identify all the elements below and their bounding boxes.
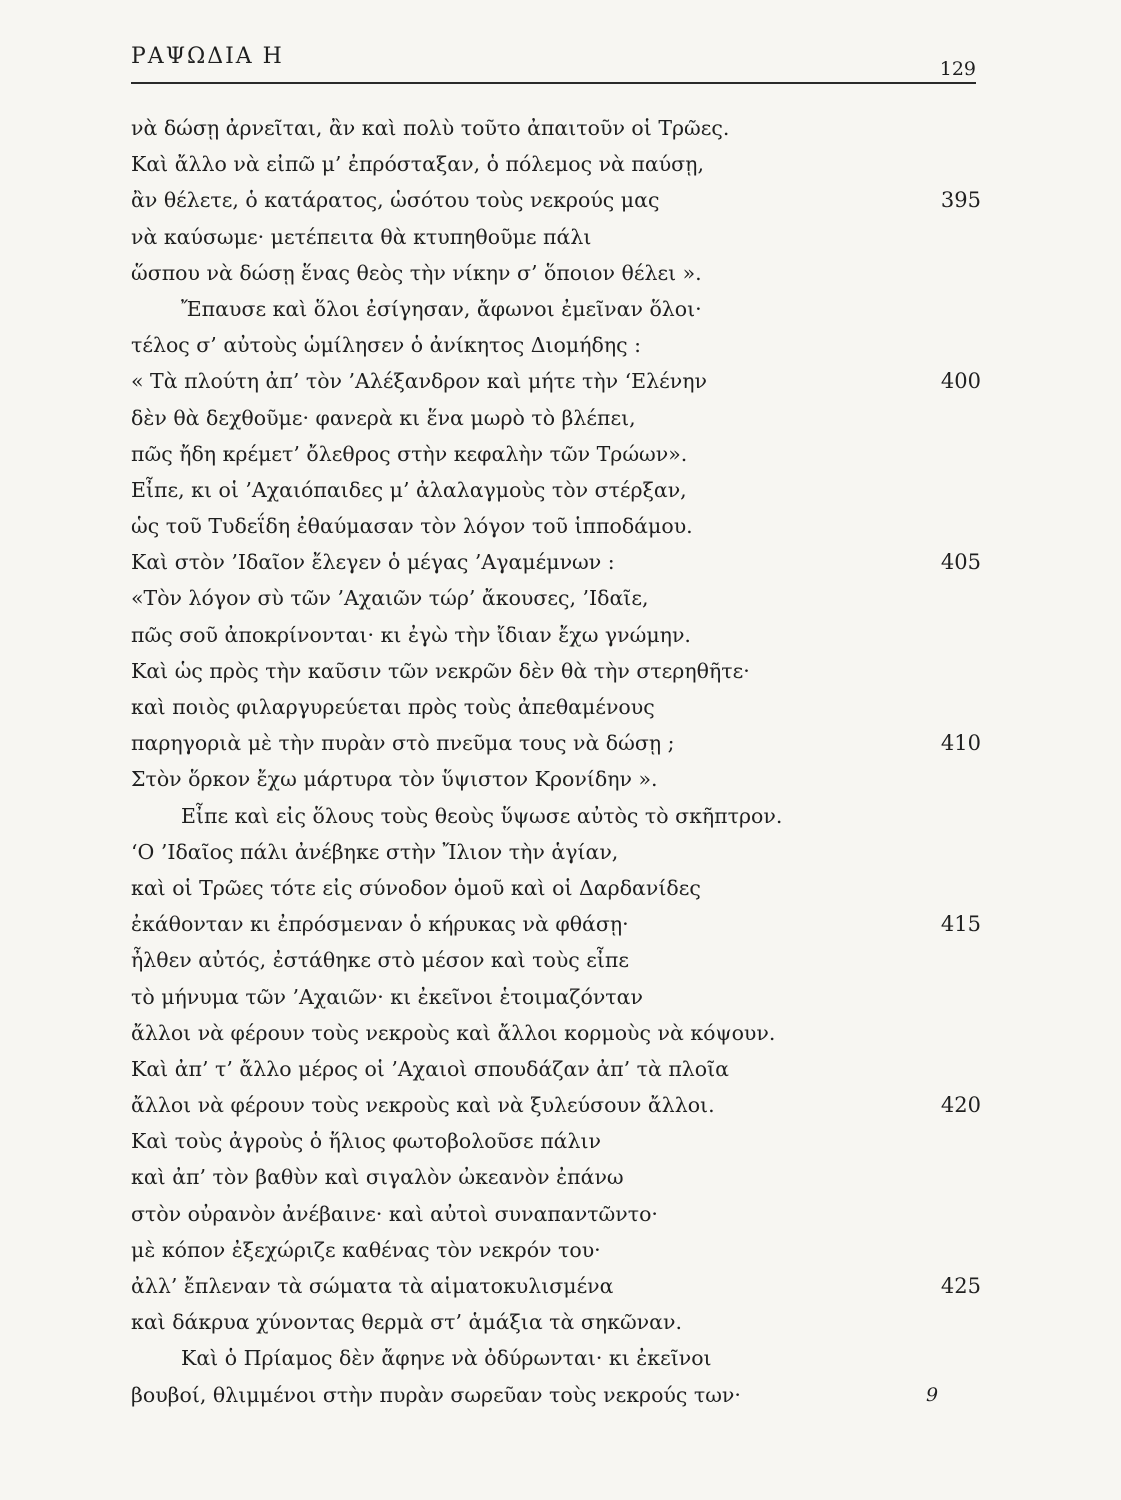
verse-line xyxy=(131,219,981,255)
verse-text: « Τὰ πλούτη ἀπ’ τὸν ’Αλέξανδρον καὶ μήτε τὴν ‘Ελένην xyxy=(131,369,707,394)
verse-line xyxy=(131,1196,981,1232)
line-number: 415 xyxy=(940,912,981,937)
verse-text: Καὶ τοὺς ἀγροὺς ὁ ἥλιος φωτοβολοῦσε πάλιν xyxy=(131,1129,601,1154)
verse-text: Καὶ στὸν ’Ιδαῖον ἔλεγεν ὁ μέγας ’Αγαμέμνων : xyxy=(131,550,615,575)
verse-line xyxy=(131,1015,981,1051)
verse-line xyxy=(131,110,981,146)
verse-block xyxy=(131,110,981,1413)
verse-text: ἀλλ’ ἔπλεναν τὰ σώματα τὰ αἱματοκυλισμένα xyxy=(131,1274,614,1298)
verse-text: νὰ καύσωμε· μετέπειτα θὰ κτυπηθοῦμε πάλι xyxy=(131,224,592,249)
verse-line xyxy=(131,1159,981,1195)
verse-line xyxy=(131,1087,981,1123)
verse-text: παρηγοριὰ μὲ τὴν πυρὰν στὸ πνεῦμα τους νὰ δώσῃ ; xyxy=(131,731,675,756)
verse-line xyxy=(131,400,981,436)
verse-text: ἂν θέλετε, ὁ κατάρατος, ὡσότου τοὺς νεκρούς μας xyxy=(131,188,660,213)
verse-line xyxy=(131,255,981,291)
verse-text: βουβοί, θλιμμένοι στὴν πυρὰν σωρεῦαν τοὺς νεκρούς των· xyxy=(131,1382,741,1407)
verse-line xyxy=(131,580,981,616)
verse-line xyxy=(131,798,981,834)
verse-line xyxy=(131,327,981,363)
verse-text: δὲν θὰ δεχθοῦμε· φανερὰ κι ἕνα μωρὸ τὸ βλέπει, xyxy=(131,405,636,430)
verse-line xyxy=(131,363,981,399)
verse-line xyxy=(131,870,981,906)
header-rule xyxy=(131,82,976,84)
verse-line xyxy=(131,725,981,761)
verse-line xyxy=(131,1051,981,1087)
verse-text: στὸν οὐρανὸν ἀνέβαινε· καὶ αὐτοὶ συναπαντῶντο· xyxy=(131,1201,658,1226)
verse-text: ‘Ο ’Ιδαῖος πάλι ἀνέβηκε στὴν Ἴλιον τὴν ἁγίαν, xyxy=(131,839,619,864)
verse-line xyxy=(131,761,981,797)
verse-text: Καὶ ὡς πρὸς τὴν καῦσιν τῶν νεκρῶν δὲν θὰ τὴν στερηθῆτε· xyxy=(131,658,750,683)
verse-line xyxy=(131,1340,981,1376)
verse-text: νὰ δώσῃ ἀρνεῖται, ἂν καὶ πολὺ τοῦτο ἀπαιτοῦν οἱ Τρῶες. xyxy=(131,116,730,140)
page-header xyxy=(131,42,976,82)
verse-text: ἐκάθονταν κι ἐπρόσμεναν ὁ κήρυκας νὰ φθάσῃ· xyxy=(131,912,629,937)
verse-text: «Τὸν λόγον σὺ τῶν ’Αχαιῶν τώρ’ ἄκουσες, ’Ιδαῖε, xyxy=(131,586,649,611)
verse-text: Εἶπε, κι οἱ ’Αχαιόπαιδες μ’ ἀλαλαγμοὺς τὸν στέρξαν, xyxy=(131,477,687,502)
verse-text: Καὶ ἄλλο νὰ εἰπῶ μ’ ἐπρόσταξαν, ὁ πόλεμος νὰ παύσῃ, xyxy=(131,152,704,177)
verse-line xyxy=(131,291,981,327)
verse-line xyxy=(131,653,981,689)
line-number: 425 xyxy=(940,1274,981,1298)
verse-line xyxy=(131,834,981,870)
line-number: 410 xyxy=(940,731,981,756)
verse-line xyxy=(131,942,981,978)
verse-text: καὶ δάκρυα χύνοντας θερμὰ στ’ ἁμάξια τὰ σηκῶναν. xyxy=(131,1310,682,1335)
verse-line xyxy=(131,1123,981,1159)
verse-text: πῶς ἤδη κρέμετ’ ὄλεθρος στὴν κεφαλὴν τῶν Τρώων». xyxy=(131,441,688,466)
verse-line xyxy=(131,1304,981,1340)
signature-mark: 9 xyxy=(926,1384,939,1406)
line-number: 395 xyxy=(940,188,981,213)
verse-line xyxy=(131,979,981,1015)
verse-text: ὡς τοῦ Τυδεΐδη ἐθαύμασαν τὸν λόγον τοῦ ἱπποδάμου. xyxy=(131,514,693,539)
verse-text: τέλος σ’ αὐτοὺς ὡμίλησεν ὁ ἀνίκητος Διομήδης : xyxy=(131,333,642,358)
verse-line xyxy=(131,1268,981,1304)
verse-text: τὸ μήνυμα τῶν ’Αχαιῶν· κι ἐκεῖνοι ἑτοιμαζόνταν xyxy=(131,984,643,1009)
verse-line xyxy=(131,906,981,942)
verse-line xyxy=(131,472,981,508)
line-number: 420 xyxy=(940,1093,981,1118)
verse-text: Στὸν ὅρκον ἔχω μάρτυρα τὸν ὕψιστον Κρονίδην ». xyxy=(131,767,658,792)
verse-line xyxy=(131,182,981,218)
verse-line xyxy=(131,1232,981,1268)
page-number: 129 xyxy=(939,58,976,80)
verse-line xyxy=(131,508,981,544)
verse-line xyxy=(131,617,981,653)
line-number: 400 xyxy=(940,369,981,394)
verse-text: Εἶπε καὶ εἰς ὅλους τοὺς θεοὺς ὕψωσε αὐτὸς τὸ σκῆπτρον. xyxy=(181,803,783,828)
verse-line xyxy=(131,436,981,472)
running-head: ΡΑΨΩΔΙΑ Η xyxy=(131,44,284,69)
verse-text: ἄλλοι νὰ φέρουν τοὺς νεκροὺς καὶ ἄλλοι κορμοὺς νὰ κόψουν. xyxy=(131,1020,776,1045)
verse-text: Καὶ ἀπ’ τ’ ἄλλο μέρος οἱ ’Αχαιοὶ σπουδάζαν ἀπ’ τὰ πλοῖα xyxy=(131,1056,730,1081)
line-number: 405 xyxy=(940,550,981,575)
verse-line xyxy=(131,544,981,580)
verse-text: ἦλθεν αὐτός, ἐστάθηκε στὸ μέσον καὶ τοὺς εἶπε xyxy=(131,948,630,973)
verse-text: πῶς σοῦ ἀποκρίνονται· κι ἐγὼ τὴν ἴδιαν ἔχω γνώμην. xyxy=(131,622,691,647)
verse-line xyxy=(131,1377,981,1413)
verse-text: μὲ κόπον ἐξεχώριζε καθένας τὸν νεκρόν του· xyxy=(131,1237,601,1262)
verse-line xyxy=(131,689,981,725)
verse-text: καὶ οἱ Τρῶες τότε εἰς σύνοδον ὁμοῦ καὶ οἱ Δαρδανίδες xyxy=(131,875,701,900)
verse-text: Καὶ ὁ Πρίαμος δὲν ἄφηνε νὰ ὀδύρωνται· κι ἐκεῖνοι xyxy=(181,1346,712,1371)
verse-text: Ἔπαυσε καὶ ὅλοι ἐσίγησαν, ἄφωνοι ἐμεῖναν ὅλοι· xyxy=(181,296,702,321)
verse-text: ἄλλοι νὰ φέρουν τοὺς νεκροὺς καὶ νὰ ξυλεύσουν ἄλλοι. xyxy=(131,1093,715,1118)
verse-text: ὥσπου νὰ δώσῃ ἕνας θεὸς τὴν νίκην σ’ ὅποιον θέλει ». xyxy=(131,260,702,285)
verse-line xyxy=(131,146,981,182)
verse-text: καὶ ἀπ’ τὸν βαθὺν καὶ σιγαλὸν ὠκεανὸν ἐπάνω xyxy=(131,1165,624,1190)
verse-text: καὶ ποιὸς φιλαργυρεύεται πρὸς τοὺς ἀπεθαμένους xyxy=(131,695,655,719)
